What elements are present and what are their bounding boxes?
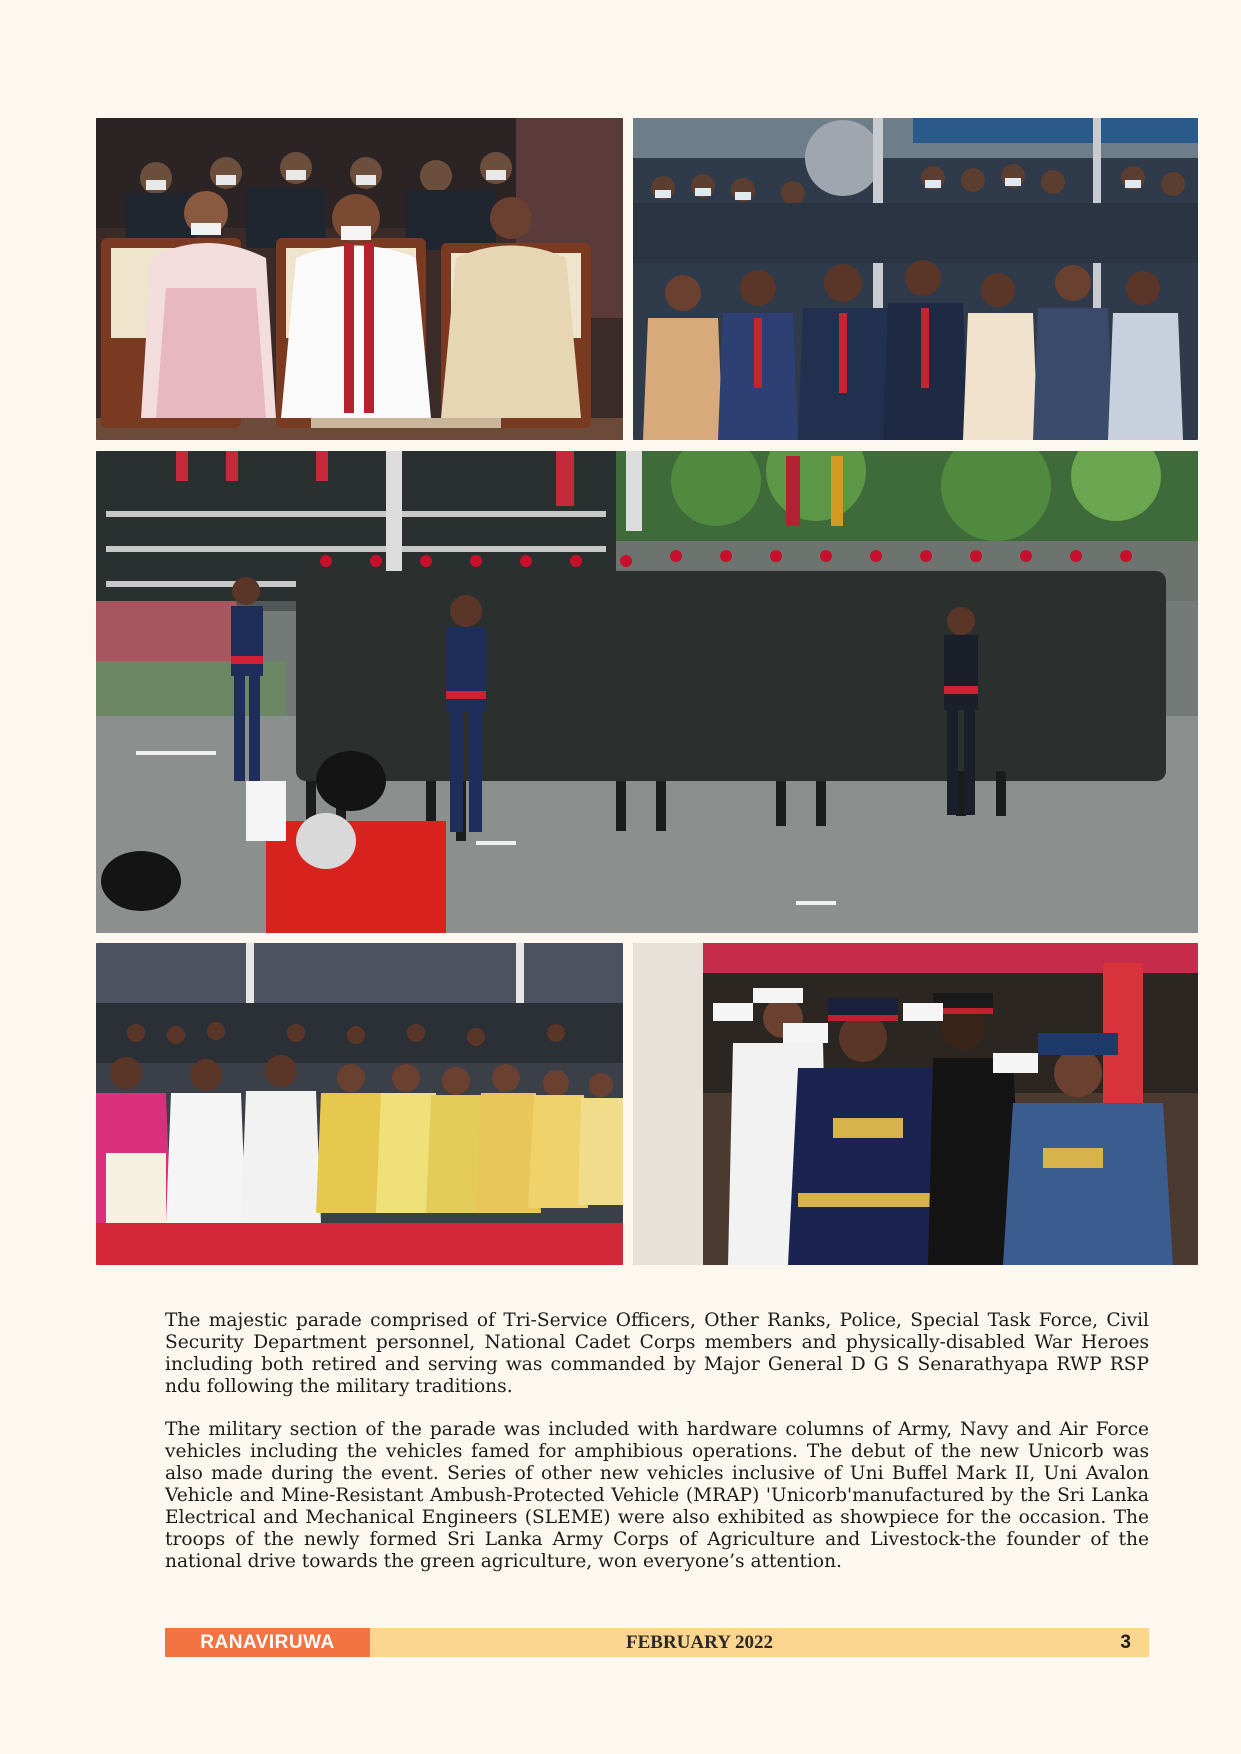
photo-parade-march xyxy=(96,451,1198,933)
photo-dignitaries-seated xyxy=(96,118,623,440)
article-paragraph: The majestic parade comprised of Tri-Service Officers, Other Ranks, Police, Special Task Force, Civil Security Department personnel, National Cadet Corps members and physically-disabled War Heroes including both retired and serving was commanded by Major General D G S Senarathyapa RWP RSP ndu following the military traditions. xyxy=(165,1310,1149,1397)
issue-date: FEBRUARY 2022 xyxy=(626,1632,773,1653)
photo-guests-seated-stage xyxy=(96,943,623,1265)
photo-officers-saluting xyxy=(633,943,1198,1265)
article-body xyxy=(165,1310,1149,1594)
magazine-name: RANAVIRUWA xyxy=(165,1628,370,1657)
page-footer xyxy=(165,1628,1149,1657)
photo-dignitaries-standing xyxy=(633,118,1198,440)
page-number: 3 xyxy=(1120,1632,1131,1653)
article-paragraph: The military section of the parade was included with hardware columns of Army, Navy and Air Force vehicles including the vehicles famed for amphibious operations. The debut of the new Unicorb was also made during the event. Series of other new vehicles inclusive of Uni Buffel Mark II, Uni Avalon Vehicle and Mine-Resistant Ambush-Protected Vehicle (MRAP) 'Unicorb'manufactured by the Sri Lanka Electrical and Mechanical Engineers (SLEME) were also exhibited as showpiece for the occasion. The troops of the newly formed Sri Lanka Army Corps of Agriculture and Livestock-the founder of the national drive towards the green agriculture, won everyone’s attention. xyxy=(165,1419,1149,1572)
